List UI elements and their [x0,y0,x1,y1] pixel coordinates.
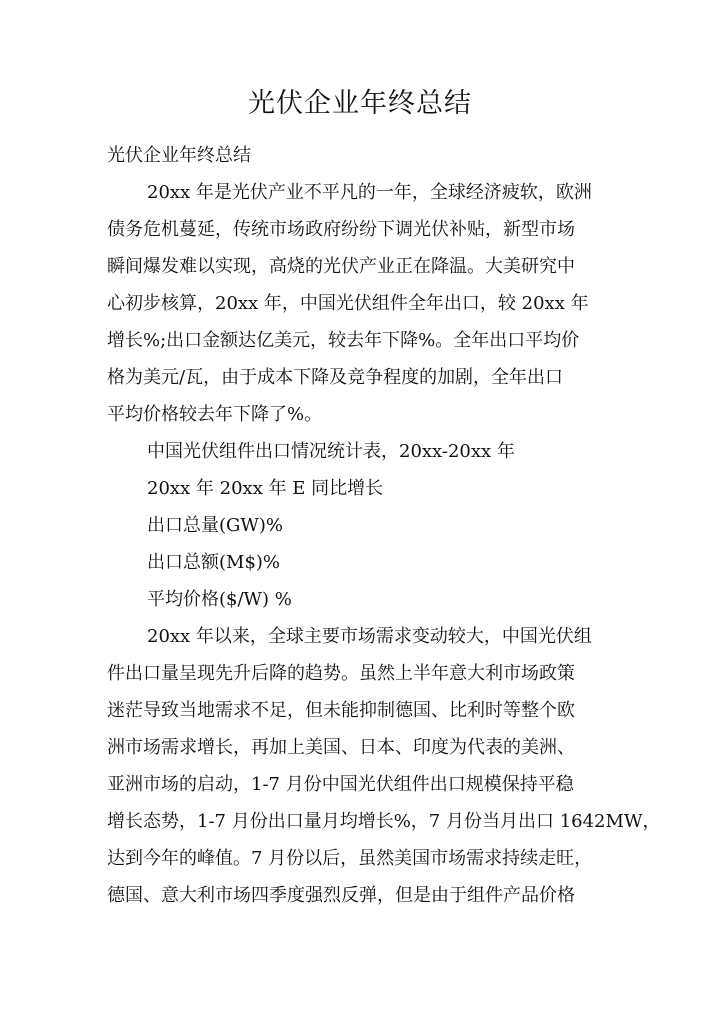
paragraph-1 [107,174,617,433]
paragraph-line: 增长%;出口金额达亿美元，较去年下降%。全年出口平均价 [107,330,580,351]
paragraph-line: 债务危机蔓延，传统市场政府纷纷下调光伏补贴，新型市场 [107,219,575,240]
table-row: 出口总量(GW)% [147,515,284,536]
paragraph-line: 20xx 年以来，全球主要市场需求变动较大，中国光伏组 [147,626,592,647]
paragraph-line: 瞬间爆发难以实现，高烧的光伏产业正在降温。大美研究中 [107,256,575,277]
paragraph-line: 件出口量呈现先升后降的趋势。虽然上半年意大利市场政策 [107,663,575,684]
document-body [107,137,661,914]
paragraph-line: 格为美元/瓦，由于成本下降及竞争程度的加剧，全年出口 [107,367,564,388]
paragraph-line: 德国、意大利市场四季度强烈反弹，但是由于组件产品价格 [107,885,575,906]
paragraph-line: 迷茫导致当地需求不足，但未能抑制德国、比利时等整个欧 [107,700,575,721]
table-caption: 中国光伏组件出口情况统计表，20xx-20xx 年 [147,441,515,462]
document-title: 光伏企业年终总结 [248,88,472,119]
paragraph-line: 增长态势，1-7 月份出口量月均增长%，7 月份当月出口 1642MW， [107,811,661,832]
paragraph-2 [107,618,661,914]
paragraph-line: 亚洲市场的启动，1-7 月份中国光伏组件出口规模保持平稳 [107,774,574,795]
document-subtitle: 光伏企业年终总结 [107,145,251,166]
table-header-row: 20xx 年 20xx 年 E 同比增长 [147,478,384,499]
paragraph-line: 心初步核算，20xx 年，中国光伏组件全年出口，较 20xx 年 [107,293,589,314]
table-row: 出口总额(M$)% [147,552,281,573]
paragraph-line: 平均价格较去年下降了%。 [107,404,323,425]
paragraph-line: 20xx 年是光伏产业不平凡的一年，全球经济疲软，欧洲 [147,182,592,203]
table-summary [107,433,617,618]
paragraph-line: 洲市场需求增长，再加上美国、日本、印度为代表的美洲、 [107,737,575,758]
paragraph-line: 达到今年的峰值。7 月份以后，虽然美国市场需求持续走旺， [107,848,593,869]
table-row: 平均价格($/W) % [147,589,292,610]
